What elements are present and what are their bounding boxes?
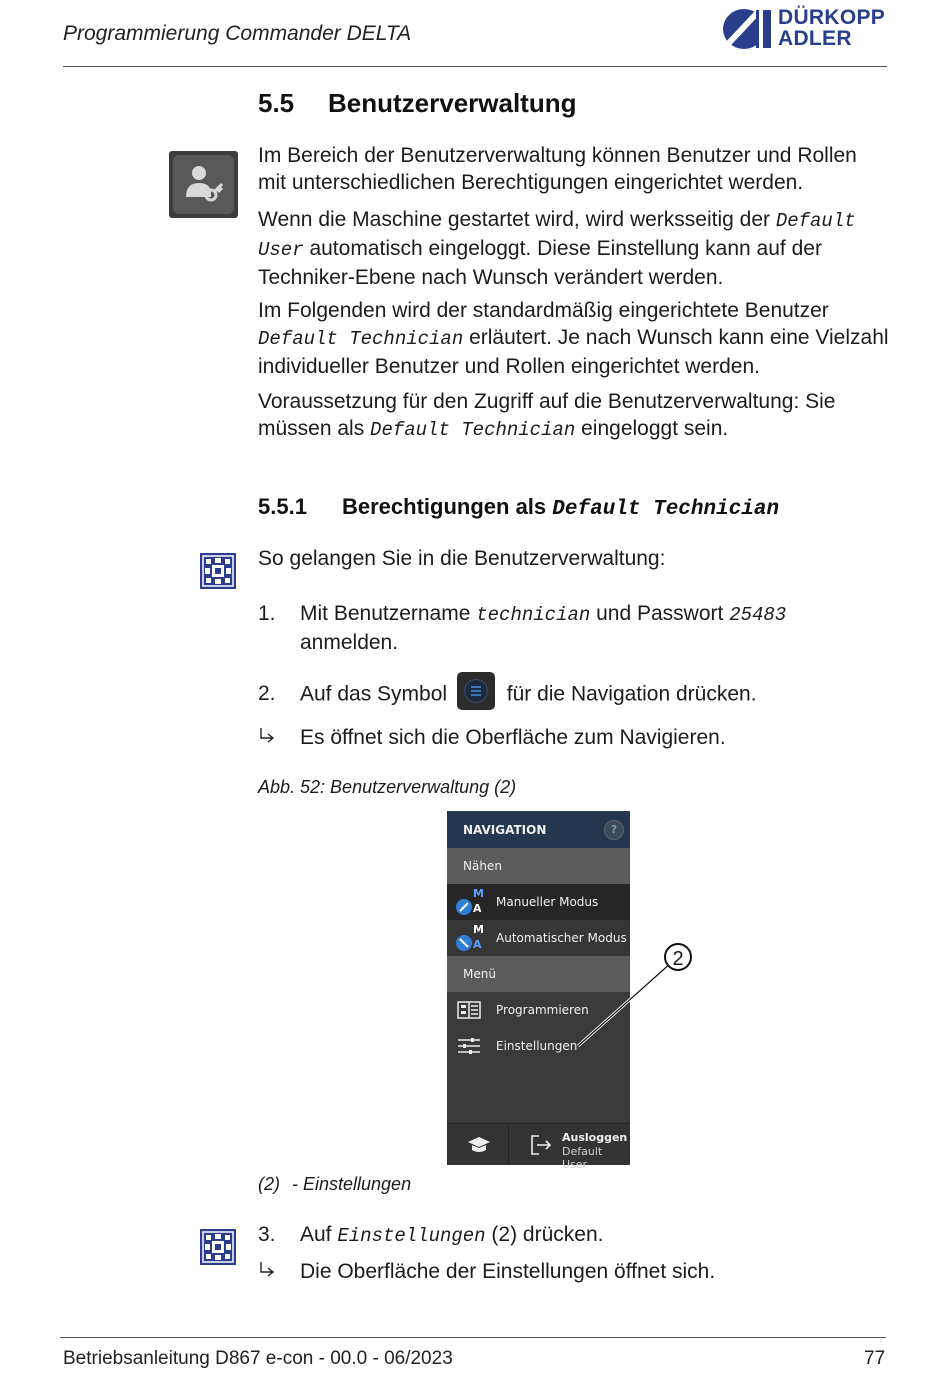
figure-caption: Abb. 52: Benutzerverwaltung (2) (258, 777, 517, 797)
code-default-technician: Default Technician (258, 328, 464, 350)
navigation-header (447, 811, 630, 848)
code-default-user: Default User (258, 210, 856, 261)
result-arrow-icon (258, 1260, 276, 1282)
nav-item-manual-mode (447, 884, 630, 920)
operating-panel-icon (200, 1229, 236, 1265)
paragraph-2-text-a: Wenn die Maschine gestartet wird, wird werksseitig der (258, 208, 776, 231)
help-icon: ? (604, 820, 624, 840)
durkopp-adler-logo (722, 6, 892, 54)
mode-letter-a: A (473, 902, 482, 915)
result-1 (258, 724, 890, 754)
code-default-technician: Default Technician (370, 419, 576, 441)
logo-line-2: ADLER (778, 27, 852, 50)
logout-user: Default User (562, 1145, 603, 1171)
step-1-text-c: anmelden. (300, 631, 399, 654)
nav-item-automatic-mode (447, 920, 630, 956)
navigation-menu-icon (457, 672, 495, 710)
code-password: 25483 (729, 604, 787, 626)
paragraph-4-text-a: Voraussetzung für den Zugriff auf die Benutzerverwaltung: Sie müssen als (258, 390, 836, 440)
programming-icon (457, 1001, 481, 1019)
step-3-number: 3. (258, 1223, 276, 1246)
logout-label: Ausloggen (562, 1131, 628, 1144)
paragraph-2-text-b: automatisch eingeloggt. Diese Einstellung kann auf der Techniker-Ebene nach Wunsch verändert werden. (258, 237, 822, 289)
step-2-text-b: für die Navigation drücken. (500, 682, 757, 706)
step-3 (258, 1221, 890, 1251)
graduation-cap-icon (467, 1135, 491, 1155)
section-title: Benutzerverwaltung (328, 88, 577, 118)
paragraph-1: Im Bereich der Benutzerverwaltung können Benutzer und Rollen mit unterschiedlichen Berechtigungen eingerichtet werden. (258, 144, 857, 194)
result-arrow-icon (258, 726, 276, 748)
logout-icon (530, 1134, 552, 1156)
mode-letter-a: A (473, 938, 482, 951)
nav-group-menu-label: Menü (463, 967, 496, 981)
mode-letter-m: M (473, 887, 484, 900)
paragraph-4 (258, 388, 890, 444)
step-1-text (300, 600, 890, 656)
operating-panel-icon (200, 553, 236, 589)
legend-number: (2) (258, 1174, 280, 1194)
code-username: technician (476, 604, 591, 626)
result-2 (258, 1258, 890, 1288)
nav-item-settings-label: Einstellungen (496, 1039, 578, 1053)
section-heading (258, 88, 577, 119)
nav-item-manual-label: Manueller Modus (496, 895, 599, 909)
logo-text (778, 7, 885, 49)
subsection-number: 5.5.1 (258, 494, 307, 519)
nav-group-sewing-label: Nähen (463, 859, 502, 873)
code-einstellungen: Einstellungen (337, 1225, 486, 1247)
navigation-footer (447, 1123, 630, 1171)
legend-text: - Einstellungen (292, 1174, 412, 1194)
nav-item-programming-label: Programmieren (496, 1003, 589, 1017)
step-3-text-b: (2) drücken. (485, 1223, 604, 1246)
result-2-text: Die Oberfläche der Einstellungen öffnet sich. (300, 1260, 716, 1283)
paragraph-3-text-b: erläutert. Je nach Wunsch kann eine Vielzahl individueller Benutzer und Rollen eingerichtet werden. (258, 326, 889, 378)
step-2-text (300, 680, 890, 710)
page-number: 77 (864, 1348, 886, 1369)
paragraph-4-text-b: eingeloggt sein. (575, 417, 729, 440)
subsection-title: Berechtigungen als (342, 494, 553, 519)
settings-sliders-icon (457, 1037, 481, 1055)
step-3-text (300, 1221, 890, 1250)
step-1-text-b: und Passwort (590, 602, 730, 625)
nav-group-sewing (447, 848, 630, 884)
user-key-icon (169, 151, 238, 218)
paragraph-2 (258, 206, 890, 291)
step-2-text-a: Auf das Symbol (300, 682, 453, 706)
paragraph-3 (258, 297, 890, 380)
paragraph-3-text-a: Im Folgenden wird der standardmäßig eingerichtete Benutzer (258, 299, 829, 322)
figure-legend (258, 1174, 411, 1195)
footer-document-info: Betriebsanleitung D867 e-con - 00.0 - 06/2023 (63, 1348, 453, 1369)
navigation-header-label: NAVIGATION (463, 823, 547, 837)
section-number: 5.5 (258, 88, 295, 118)
header-rule (63, 66, 887, 67)
nav-item-auto-label: Automatischer Modus (496, 931, 627, 945)
document-header-title: Programmierung Commander DELTA (63, 22, 412, 45)
callout-leader-line (570, 960, 680, 1050)
step-2-number: 2. (258, 682, 276, 705)
subsection-title-code: Default Technician (552, 498, 780, 521)
step-1-number: 1. (258, 602, 276, 625)
logo-mark-icon (722, 6, 776, 52)
mode-letter-m: M (473, 923, 484, 936)
result-1-text: Es öffnet sich die Oberfläche zum Navigieren. (300, 726, 726, 749)
footer-rule (60, 1337, 886, 1338)
step-1-text-a: Mit Benutzername (300, 602, 477, 625)
step-2 (258, 680, 890, 710)
callout-number-2: 2 (664, 943, 692, 971)
subsection-heading (258, 494, 779, 521)
subsection-intro: So gelangen Sie in die Benutzerverwaltung: (258, 547, 666, 570)
step-1 (258, 600, 890, 656)
logo-line-1: DÜRKOPP (778, 6, 886, 29)
step-3-text-a: Auf (300, 1223, 338, 1246)
